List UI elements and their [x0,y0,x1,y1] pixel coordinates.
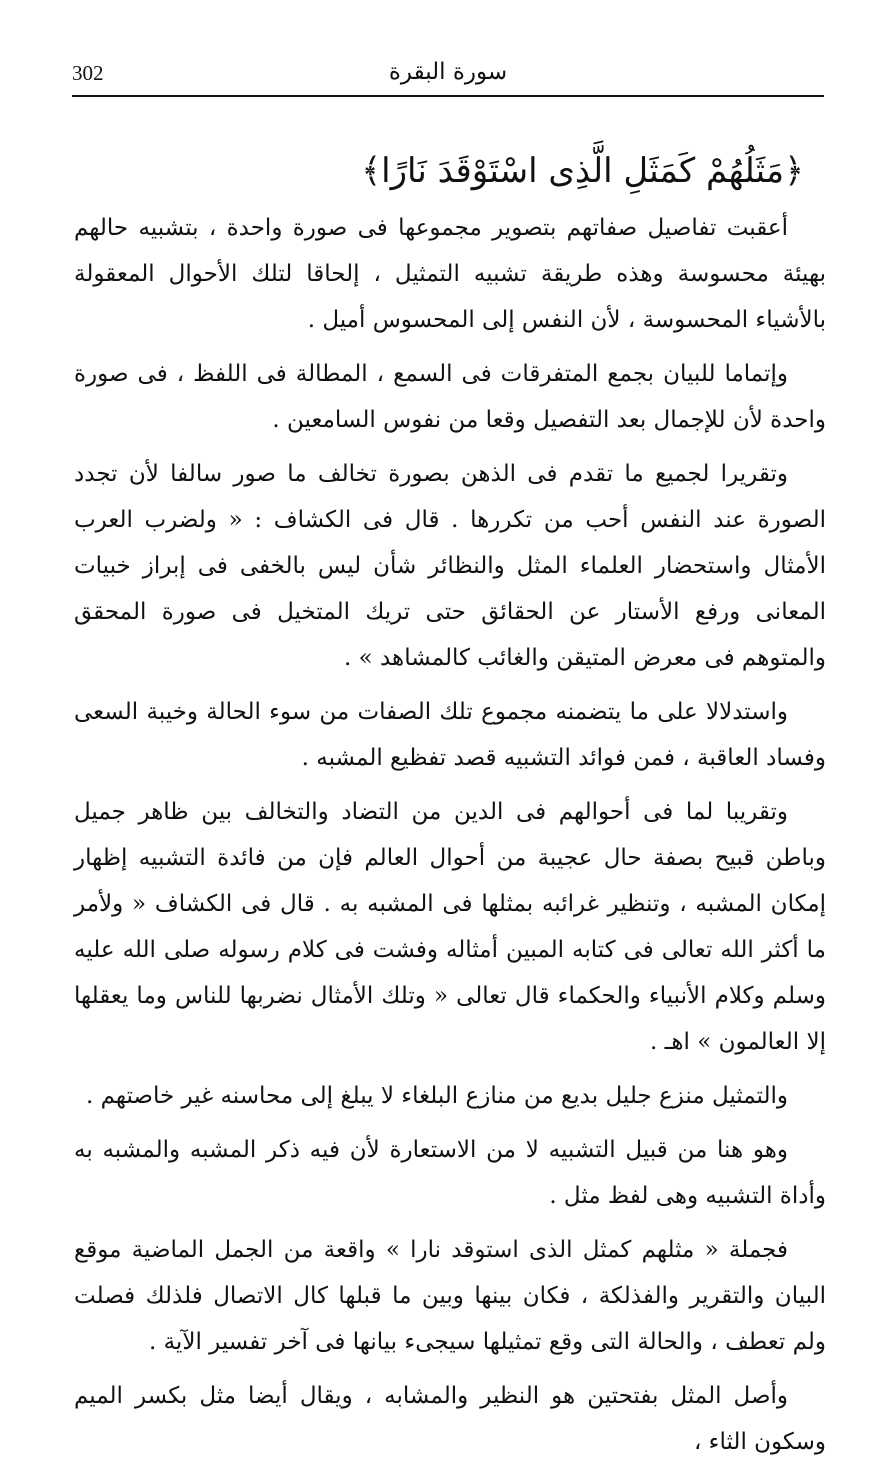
paragraph: وأصل المثل بفتحتين هو النظير والمشابه ، ويقال أيضا مثل بكسر الميم وسكون الثاء ، [74,1383,826,1455]
quranic-verse-heading: ﴿مَثَلُهُمْ كَمَثَلِ الَّذِى اسْتَوْقَدَ نَارًا﴾ [361,151,804,191]
page-number: 302 [72,61,104,85]
paragraph: أعقبت تفاصيل صفاتهم بتصوير مجموعها فى صورة واحدة ، بتشبيه حالهم بهيئة محسوسة وهذه طريقة تشبيه التمثيل ، إلحاقا لتلك الأحوال المعقولة بالأشياء المحسوسة ، لأن النفس إلى المحسوس أميل . [74,215,826,333]
paragraph: وهو هنا من قبيل التشبيه لا من الاستعارة لأن فيه ذكر المشبه والمشبه به وأداة التشبيه وهى لفظ مثل . [74,1137,826,1209]
paragraph: واستدلالا على ما يتضمنه مجموع تلك الصفات من سوء الحالة وخيبة السعى وفساد العاقبة ، فمن فوائد التشبيه قصد تفظيع المشبه . [74,699,826,771]
paragraph: والتمثيل منزع جليل بديع من منازع البلغاء لا يبلغ إلى محاسنه غير خاصتهم . [85,1083,788,1109]
page-header [72,55,824,97]
body-text [74,205,826,1473]
paragraph: وتقريبا لما فى أحوالهم فى الدين من التضاد والتخالف بين ظاهر جميل وباطن قبيح بصفة حال عجيبة من أحوال العالم فإن من فائدة التشبيه إظهار إمكان المشبه ، وتنظير غرائبه بمثلها فى المشبه به . قال فى الكشاف « ولأمر ما أكثر الله تعالى فى كتابه المبين أمثاله وفشت فى كلام رسوله صلى الله عليه وسلم وكلام الأنبياء والحكماء قال تعالى « وتلك الأمثال نضربها للناس وما يعقلها إلا العالمون » اهـ . [74,799,826,1055]
paragraph: وإتماما للبيان بجمع المتفرقات فى السمع ، المطالة فى اللفظ ، فى صورة واحدة لأن للإجمال بعد التفصيل وقعا من نفوس السامعين . [74,361,826,433]
header-divider [72,95,824,97]
running-title: سورة البقرة [388,59,508,85]
paragraph: وتقريرا لجميع ما تقدم فى الذهن بصورة تخالف ما صور سالفا لأن تجدد الصورة عند النفس أحب من تكررها . قال فى الكشاف : « ولضرب العرب الأمثال واستحضار العلماء المثل والنظائر شأن ليس بالخفى فى إبراز خبيات المعانى ورفع الأستار عن الحقائق حتى تريك المتخيل فى صورة المحقق والمتوهم فى معرض المتيقن والغائب كالمشاهد » . [74,461,826,671]
paragraph: فجملة « مثلهم كمثل الذى استوقد نارا » واقعة من الجمل الماضية موقع البيان والتقرير والفذلكة ، فكان بينها وبين ما قبلها كال الاتصال فلذلك فصلت ولم تعطف ، والحالة التى وقع تمثيلها سيجىء بيانها فى آخر تفسير الآية . [74,1237,826,1355]
